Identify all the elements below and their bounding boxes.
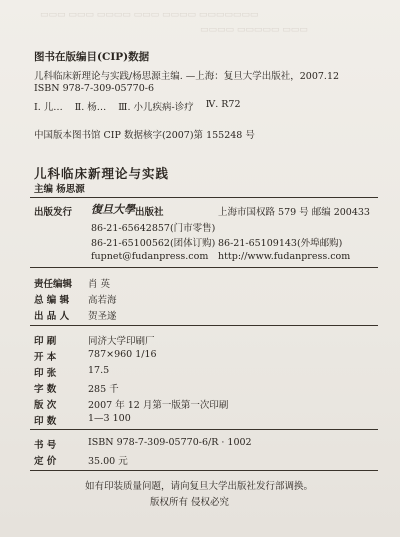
isbn-value: ISBN 978-7-309-05770-6/R · 1002: [88, 437, 252, 448]
staff-value: 肖 英: [88, 279, 111, 290]
bleed-through-text: ▭▭▭▭ ▭▭▭▭▭ ▭▭▭: [200, 25, 308, 35]
phone-group: 86-21-65100562(团体订购): [91, 238, 216, 249]
spec-value: 787×960 1/16: [88, 349, 157, 360]
spec-value: 1—3 100: [88, 413, 131, 424]
staff-label: 责任编辑: [34, 279, 73, 290]
staff-label: 出 品 人: [34, 311, 70, 322]
spec-label: 字 数: [34, 384, 57, 395]
publisher-name: 出版社: [135, 207, 164, 218]
cip-title: 图书在版编目(CIP)数据: [34, 51, 150, 63]
divider: [30, 325, 378, 326]
spec-label: 印 刷: [34, 336, 57, 347]
cip-record-line: 儿科临床新理论与实践/杨思源主编. —上海：复旦大学出版社，2007.12: [34, 71, 340, 82]
cip-isbn: ISBN 978-7-309-05770-6: [34, 83, 154, 94]
cip-class-item: Ⅲ. 小儿疾病-诊疗: [118, 102, 194, 113]
phone-retail: 86-21-65642857(门市零售): [91, 223, 216, 234]
rights-notice: 版权所有 侵权必究: [150, 497, 230, 508]
cip-classifications: [34, 99, 253, 113]
divider: [30, 470, 378, 471]
publisher-label: 出版发行: [34, 207, 73, 218]
publisher-logo: 復旦大學: [91, 203, 135, 216]
isbn-label: 书 号: [34, 440, 57, 451]
staff-label: 总 编 辑: [34, 295, 70, 306]
spec-value: 同济大学印刷厂: [88, 336, 155, 347]
publisher-email[interactable]: fupnet@fudanpress.com: [91, 251, 209, 262]
spec-label: 版 次: [34, 400, 57, 411]
divider: [30, 267, 378, 268]
divider: [30, 197, 378, 198]
publisher-website[interactable]: http://www.fudanpress.com: [218, 251, 351, 262]
spec-label: 印 张: [34, 368, 57, 379]
cip-class-item: Ⅱ. 杨…: [74, 102, 107, 113]
price-label: 定 价: [34, 456, 57, 467]
cip-data-number: 中国版本图书馆 CIP 数据核字(2007)第 155248 号: [34, 130, 255, 141]
price-value: 35.00 元: [88, 456, 128, 467]
bleed-through-text: ▭▭▭ ▭▭▭ ▭▭▭▭ ▭▭▭ ▭▭▭▭ ▭▭▭▭▭▭▭: [40, 10, 259, 20]
spec-value: 17.5: [88, 365, 110, 376]
spec-value: 2007 年 12 月第一版第一次印刷: [88, 400, 229, 411]
staff-value: 贺圣遂: [88, 311, 117, 322]
spec-label: 开 本: [34, 352, 57, 363]
phone-mail-order: 86-21-65109143(外埠邮购): [218, 238, 343, 249]
book-editor: 主编 杨思源: [34, 184, 85, 195]
divider: [30, 429, 378, 430]
publisher-address: 上海市国权路 579 号 邮编 200433: [218, 207, 370, 218]
staff-value: 高若海: [88, 295, 117, 306]
spec-value: 285 千: [88, 384, 119, 395]
spec-label: 印 数: [34, 416, 57, 427]
book-title: 儿科临床新理论与实践: [34, 166, 170, 181]
quality-notice: 如有印装质量问题，请向复旦大学出版社发行部调换。: [85, 481, 314, 492]
cip-class-item: Ⅰ. 儿…: [34, 102, 63, 113]
cip-class-item: Ⅳ. R72: [205, 99, 241, 110]
